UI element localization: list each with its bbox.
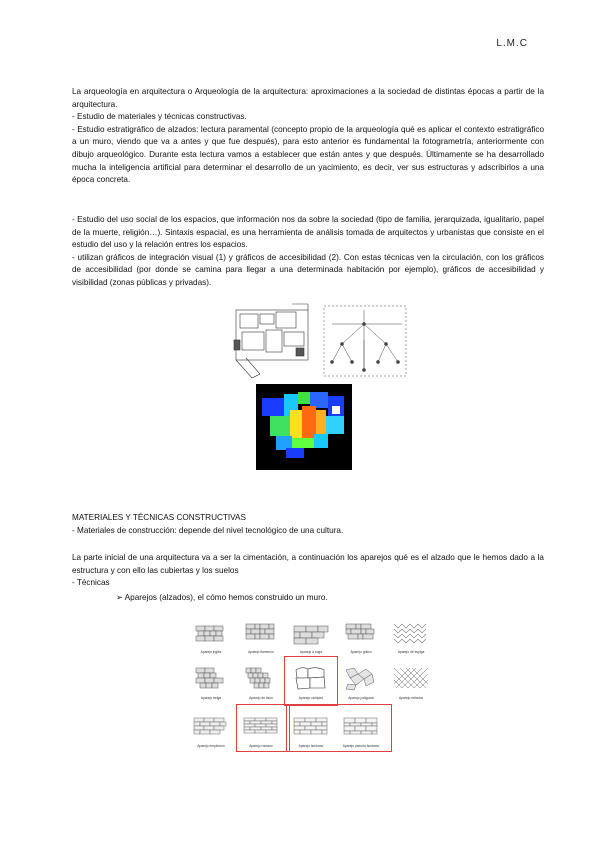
floor-plan-and-access-graph-figure [232,300,412,382]
aparejo-cell [186,614,236,656]
section-techniques [72,552,544,604]
aparejo-cell [336,660,386,702]
aparejo-label: Aparejo reticular [398,696,423,700]
brick-bond-icon [236,614,286,650]
aparejo-cell [186,660,236,702]
brick-bond-icon [286,614,336,650]
aparejo-label: Aparejo pseudo isódomo [342,744,380,748]
highlight-box-romano [236,704,290,752]
materials-heading: MATERIALES Y TÉCNICAS CONSTRUCTIVAS [72,513,246,522]
techniques-label: - Técnicas [72,578,110,588]
intro-paragraph: La arqueología en arquitectura o Arqueología de la arquitectura: aproximaciones a la sociedad de distintas épocas a partir de la arquitectura. [72,87,544,109]
bullet-graphs: - utilizan gráficos de integración visual (1) y gráficos de accesibilidad (2). Con estas técnicas ven la circulación, con los gráficos de accesibilidad (por donde se camina para llegar a una determinada habitación por ejemplo), gráficos de accesibilidad y visibilidad (zonas públicas y privadas). [72,252,544,287]
brick-bond-icon [186,660,236,696]
aparejo-label: Aparejo de espiga [397,650,425,654]
aparejo-cell [236,660,286,702]
foundation-paragraph: La parte inicial de una arquitectura va a ser la cimentación, a continuación los aparejos qué es el alzado que le hemos dado a la estructura y con ello las cubiertas y los suelos [72,553,544,575]
author-initials: L.M.C [496,38,528,49]
aparejo-label: Aparejo ciclópeo [298,696,324,700]
aparejo-label: Aparejo poligonal [348,696,374,700]
aparejo-cell [186,708,236,750]
aparejo-cell [386,660,436,702]
bullet-materials: - Estudio de materiales y técnicas constructivas. [72,112,247,122]
aparejo-label: Aparejo de tizón [249,696,273,700]
aparejos-figure [186,614,436,754]
brick-bond-icon [186,708,236,744]
herringbone-icon [386,614,436,650]
brick-bond-icon [186,614,236,650]
access-graph-drawing [324,306,406,376]
bullet-stratigraphy: - Estudio estratigráfico de alzados: lectura paramental (concepto propio de la arqueología qué es aplicar el contexto estratigráfico a un muro, viendo que va a antes y que fue después), para esto anterior es fundamental la fotogrametría, anteriormente con dibujo arqueológico. Durante esta lectura vamos a establecer que están antes y que después. Últimamente se ha desarrollado mucha la inteligencia artificial para determinar el desarrollo de un yacimiento, es decir, ver sus estructuras y adscribirlos a una época concreta. [72,124,544,185]
aparejo-label: Aparejo inglés [200,650,222,654]
brick-bond-icon [336,614,386,650]
aparejo-label: Aparejo gótico [350,650,372,654]
aparejo-label: Aparejo isódomo [298,744,324,748]
aparejo-cell [236,614,286,656]
materials-paragraph: - Materiales de construcción: depende del nivel tecnológico de una cultura. [72,525,344,535]
bullet-social-use: - Estudio del uso social de los espacios, que información nos da sobre la sociedad (tipo de familia, jerarquizada, igualitario, papel de la muerte, religión…). Sintaxis espacial, es una herramienta de análisis tomada de arquitectos y urbanistas que consiste en el estudio del uso y la relación entres los espacios. [72,215,544,250]
highlight-box-isodomo [286,704,392,752]
aparejo-cell [286,614,336,656]
brick-bond-icon [236,660,286,696]
aparejo-label: Aparejo flamenco [248,650,274,654]
section-archaeology-intro [72,86,544,187]
aparejo-label: Aparejo a soga [299,650,323,654]
reticulate-icon [386,660,436,696]
aparejo-label: Aparejo romano [249,744,273,748]
aparejo-label: Aparejo belga [200,696,222,700]
highlight-box-ciclopeo [284,656,338,706]
visual-integration-heatmap [256,384,352,470]
aparejo-cell [386,614,436,656]
aparejo-cell [336,614,386,656]
floor-plan-drawing [234,304,308,378]
section-materials [72,512,544,537]
section-social-use [72,214,544,290]
aparejo-label: Aparejo emplecton [197,744,225,748]
polygonal-stones-icon [336,660,386,696]
aparejos-bullet: ➢ Aparejos (alzados), el cómo hemos construido un muro. [116,592,328,602]
